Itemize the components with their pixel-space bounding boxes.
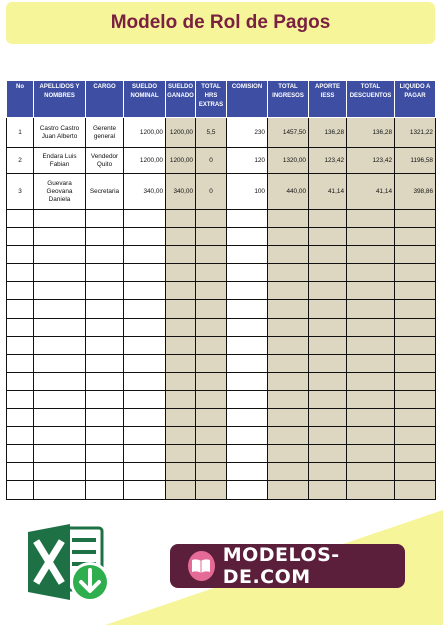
empty-cell: [166, 228, 196, 246]
empty-cell: [347, 354, 395, 372]
empty-cell: [395, 282, 436, 300]
empty-cell: [34, 481, 86, 499]
empty-cell: [166, 264, 196, 282]
empty-cell: [196, 300, 227, 318]
empty-cell: [309, 228, 347, 246]
empty-cell: [268, 463, 309, 481]
empty-cell: [196, 372, 227, 390]
empty-cell: [124, 481, 166, 499]
empty-cell: [166, 463, 196, 481]
empty-cell: [7, 246, 34, 264]
cell-total-ingresos: 1320,00: [268, 148, 309, 174]
empty-cell: [309, 427, 347, 445]
empty-row: [7, 300, 436, 318]
cell-comision: 230: [227, 118, 268, 148]
empty-cell: [347, 409, 395, 427]
empty-cell: [395, 481, 436, 499]
empty-cell: [395, 463, 436, 481]
cell-total-descuentos: 123,42: [347, 148, 395, 174]
empty-cell: [34, 354, 86, 372]
empty-cell: [7, 318, 34, 336]
empty-row: [7, 354, 436, 372]
empty-cell: [395, 264, 436, 282]
brand-badge[interactable]: [170, 544, 405, 588]
empty-cell: [196, 282, 227, 300]
empty-cell: [34, 228, 86, 246]
empty-row: [7, 481, 436, 499]
empty-row: [7, 409, 436, 427]
empty-cell: [309, 300, 347, 318]
empty-cell: [395, 372, 436, 390]
empty-cell: [124, 427, 166, 445]
empty-cell: [166, 354, 196, 372]
empty-cell: [86, 282, 124, 300]
empty-cell: [34, 409, 86, 427]
empty-cell: [395, 390, 436, 408]
empty-cell: [309, 463, 347, 481]
empty-cell: [7, 372, 34, 390]
empty-cell: [227, 318, 268, 336]
empty-cell: [166, 336, 196, 354]
empty-cell: [347, 427, 395, 445]
empty-row: [7, 210, 436, 228]
empty-row: [7, 318, 436, 336]
empty-cell: [124, 409, 166, 427]
empty-row: [7, 264, 436, 282]
empty-cell: [86, 354, 124, 372]
table-row: [7, 118, 436, 148]
empty-cell: [227, 246, 268, 264]
empty-row: [7, 427, 436, 445]
empty-cell: [395, 228, 436, 246]
header-total-descuentos: TOTAL DESCUENTOS: [347, 81, 395, 118]
empty-cell: [395, 246, 436, 264]
cell-total-descuentos: 41,14: [347, 174, 395, 210]
empty-cell: [196, 264, 227, 282]
empty-cell: [395, 336, 436, 354]
empty-cell: [124, 372, 166, 390]
empty-cell: [34, 463, 86, 481]
empty-row: [7, 372, 436, 390]
empty-cell: [86, 336, 124, 354]
empty-cell: [309, 210, 347, 228]
empty-cell: [347, 390, 395, 408]
empty-cell: [196, 354, 227, 372]
book-icon: [188, 551, 215, 581]
empty-cell: [166, 481, 196, 499]
empty-cell: [34, 445, 86, 463]
empty-cell: [86, 390, 124, 408]
empty-cell: [347, 300, 395, 318]
empty-cell: [196, 481, 227, 499]
empty-cell: [166, 282, 196, 300]
empty-cell: [166, 210, 196, 228]
empty-cell: [268, 282, 309, 300]
empty-cell: [227, 210, 268, 228]
cell-nombres: Guevara Geovana Daniela: [34, 174, 86, 210]
empty-cell: [309, 409, 347, 427]
cell-sueldo-ganado: 340,00: [166, 174, 196, 210]
empty-cell: [347, 463, 395, 481]
cell-cargo: Vendedor Quito: [86, 148, 124, 174]
empty-cell: [124, 264, 166, 282]
cell-sueldo-ganado: 1200,00: [166, 118, 196, 148]
cell-sueldo-nominal: 1200,00: [124, 148, 166, 174]
empty-row: [7, 390, 436, 408]
empty-cell: [7, 409, 34, 427]
empty-cell: [196, 445, 227, 463]
empty-cell: [196, 318, 227, 336]
empty-cell: [34, 300, 86, 318]
empty-cell: [347, 228, 395, 246]
empty-cell: [166, 372, 196, 390]
empty-cell: [395, 427, 436, 445]
cell-cargo: Gerente general: [86, 118, 124, 148]
empty-cell: [124, 210, 166, 228]
empty-cell: [7, 445, 34, 463]
empty-row: [7, 228, 436, 246]
page-title: Modelo de Rol de Pagos: [110, 12, 331, 33]
empty-cell: [268, 372, 309, 390]
empty-cell: [309, 282, 347, 300]
empty-cell: [268, 354, 309, 372]
cell-nombres: Castro Castro Juan Alberto: [34, 118, 86, 148]
empty-row: [7, 336, 436, 354]
header-no: No: [7, 81, 34, 118]
cell-liquido: 398,86: [395, 174, 436, 210]
empty-cell: [34, 372, 86, 390]
header-total-ingresos: TOTAL INGRESOS: [268, 81, 309, 118]
empty-cell: [124, 318, 166, 336]
cell-cargo: Secretaria: [86, 174, 124, 210]
empty-cell: [268, 336, 309, 354]
header-sueldo-nominal: SUELDO NOMINAL: [124, 81, 166, 118]
empty-cell: [86, 427, 124, 445]
empty-cell: [309, 481, 347, 499]
empty-cell: [196, 427, 227, 445]
cell-no: 2: [7, 148, 34, 174]
empty-cell: [268, 481, 309, 499]
header-cargo: CARGO: [86, 81, 124, 118]
empty-cell: [347, 372, 395, 390]
cell-sueldo-ganado: 1200,00: [166, 148, 196, 174]
empty-cell: [268, 390, 309, 408]
cell-total-ingresos: 440,00: [268, 174, 309, 210]
empty-cell: [7, 228, 34, 246]
empty-cell: [227, 228, 268, 246]
empty-cell: [227, 390, 268, 408]
empty-cell: [124, 390, 166, 408]
empty-cell: [309, 318, 347, 336]
cell-no: 3: [7, 174, 34, 210]
empty-cell: [124, 354, 166, 372]
empty-cell: [347, 264, 395, 282]
empty-cell: [268, 318, 309, 336]
empty-cell: [86, 300, 124, 318]
empty-cell: [86, 372, 124, 390]
empty-cell: [268, 409, 309, 427]
empty-cell: [309, 354, 347, 372]
empty-cell: [196, 336, 227, 354]
header-total-hrs-extras: TOTAL HRS EXTRAS: [196, 81, 227, 118]
empty-cell: [166, 300, 196, 318]
empty-row: [7, 463, 436, 481]
empty-cell: [166, 409, 196, 427]
empty-cell: [309, 390, 347, 408]
empty-cell: [34, 427, 86, 445]
empty-cell: [124, 282, 166, 300]
empty-cell: [268, 228, 309, 246]
empty-cell: [34, 210, 86, 228]
empty-cell: [347, 445, 395, 463]
empty-cell: [124, 246, 166, 264]
empty-cell: [309, 246, 347, 264]
empty-cell: [124, 445, 166, 463]
empty-cell: [86, 246, 124, 264]
title-banner: [6, 2, 435, 44]
empty-cell: [309, 445, 347, 463]
table-row: [7, 148, 436, 174]
empty-cell: [196, 228, 227, 246]
empty-cell: [395, 318, 436, 336]
header-comision: COMISION: [227, 81, 268, 118]
cell-aporte-iess: 123,42: [309, 148, 347, 174]
empty-cell: [227, 481, 268, 499]
empty-cell: [268, 300, 309, 318]
cell-sueldo-nominal: 1200,00: [124, 118, 166, 148]
empty-cell: [86, 228, 124, 246]
empty-cell: [227, 282, 268, 300]
empty-cell: [196, 390, 227, 408]
empty-cell: [34, 264, 86, 282]
empty-cell: [7, 481, 34, 499]
empty-cell: [395, 354, 436, 372]
cell-liquido: 1196,58: [395, 148, 436, 174]
empty-row: [7, 282, 436, 300]
empty-cell: [86, 481, 124, 499]
cell-liquido: 1321,22: [395, 118, 436, 148]
empty-cell: [7, 463, 34, 481]
empty-cell: [86, 445, 124, 463]
empty-cell: [34, 336, 86, 354]
empty-cell: [395, 409, 436, 427]
empty-cell: [7, 354, 34, 372]
empty-cell: [347, 481, 395, 499]
empty-cell: [166, 445, 196, 463]
empty-cell: [196, 409, 227, 427]
empty-cell: [166, 427, 196, 445]
cell-total-ingresos: 1457,50: [268, 118, 309, 148]
empty-cell: [196, 463, 227, 481]
empty-cell: [268, 264, 309, 282]
empty-cell: [124, 336, 166, 354]
empty-cell: [227, 372, 268, 390]
cell-aporte-iess: 41,14: [309, 174, 347, 210]
cell-comision: 120: [227, 148, 268, 174]
empty-cell: [268, 246, 309, 264]
cell-nombres: Endara Luis Fabian: [34, 148, 86, 174]
empty-cell: [86, 210, 124, 228]
table-row: [7, 174, 436, 210]
empty-cell: [7, 264, 34, 282]
empty-cell: [227, 427, 268, 445]
empty-cell: [7, 210, 34, 228]
empty-cell: [166, 246, 196, 264]
empty-cell: [124, 228, 166, 246]
brand-text: MODELOS-DE.COM: [222, 544, 340, 588]
cell-hrs-extras: 0: [196, 174, 227, 210]
empty-cell: [34, 390, 86, 408]
empty-cell: [7, 336, 34, 354]
empty-cell: [268, 210, 309, 228]
empty-row: [7, 246, 436, 264]
empty-cell: [124, 463, 166, 481]
empty-cell: [227, 463, 268, 481]
empty-cell: [7, 282, 34, 300]
empty-cell: [7, 427, 34, 445]
empty-cell: [395, 445, 436, 463]
empty-cell: [347, 210, 395, 228]
empty-cell: [196, 210, 227, 228]
payroll-table: [6, 80, 436, 500]
empty-cell: [34, 282, 86, 300]
empty-cell: [7, 390, 34, 408]
empty-cell: [347, 246, 395, 264]
empty-cell: [227, 354, 268, 372]
empty-cell: [268, 445, 309, 463]
excel-download-icon: [26, 522, 112, 606]
cell-no: 1: [7, 118, 34, 148]
empty-cell: [309, 264, 347, 282]
header-liquido-a-pagar: LIQUIDO A PAGAR: [395, 81, 436, 118]
empty-cell: [227, 445, 268, 463]
empty-cell: [166, 318, 196, 336]
empty-cell: [395, 300, 436, 318]
empty-cell: [227, 300, 268, 318]
header-aporte-iess: APORTE IESS: [309, 81, 347, 118]
empty-cell: [34, 318, 86, 336]
empty-cell: [86, 463, 124, 481]
empty-cell: [86, 409, 124, 427]
empty-cell: [196, 246, 227, 264]
table-header-row: [7, 81, 436, 118]
header-apellidos-nombres: APELLIDOS Y NOMBRES: [34, 81, 86, 118]
cell-sueldo-nominal: 340,00: [124, 174, 166, 210]
empty-cell: [347, 318, 395, 336]
empty-cell: [227, 336, 268, 354]
empty-cell: [166, 390, 196, 408]
empty-cell: [227, 409, 268, 427]
empty-row: [7, 445, 436, 463]
empty-cell: [347, 336, 395, 354]
empty-cell: [309, 336, 347, 354]
empty-cell: [34, 246, 86, 264]
empty-cell: [86, 264, 124, 282]
cell-hrs-extras: 0: [196, 148, 227, 174]
empty-cell: [395, 210, 436, 228]
empty-cell: [347, 282, 395, 300]
empty-cell: [124, 300, 166, 318]
cell-aporte-iess: 136,28: [309, 118, 347, 148]
empty-cell: [7, 300, 34, 318]
empty-cell: [227, 264, 268, 282]
cell-total-descuentos: 136,28: [347, 118, 395, 148]
cell-hrs-extras: 5,5: [196, 118, 227, 148]
cell-comision: 100: [227, 174, 268, 210]
empty-cell: [309, 372, 347, 390]
header-sueldo-ganado: SUELDO GANADO: [166, 81, 196, 118]
empty-cell: [268, 427, 309, 445]
empty-cell: [86, 318, 124, 336]
